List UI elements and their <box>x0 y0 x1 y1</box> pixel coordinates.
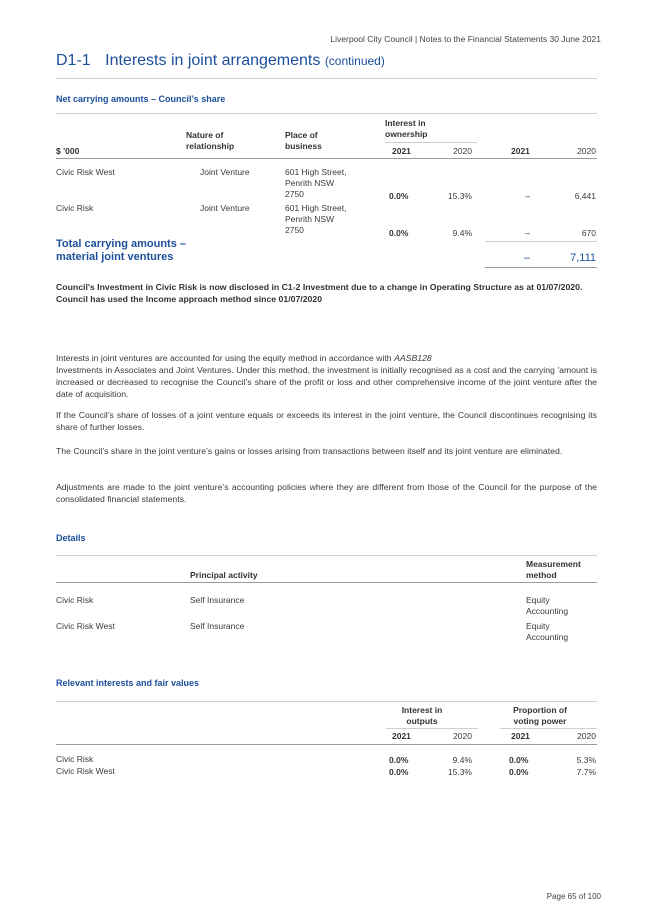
paragraph-losses: If the Council’s share of losses of a joint venture equals or exceeds its interest in the joint venture, the Council discontinues recognising its share of further losses. <box>56 410 597 432</box>
divider <box>386 728 478 729</box>
paragraph-equity-method <box>56 352 597 400</box>
paragraph-adjustments: Adjustments are made to the joint venture’s accounting policies where they are different from those of the Council for the purpose of the consolidated financial statements. <box>56 482 597 504</box>
header-text: outputs <box>406 716 438 726</box>
table-row-val2020: 6,441 <box>574 191 596 201</box>
table-row-name: Civic Risk <box>56 203 94 213</box>
relevant-row-out2020: 15.3% <box>447 767 472 777</box>
total-label-line: Total carrying amounts – <box>56 238 186 250</box>
relevant-row-name: Civic Risk West <box>56 766 115 776</box>
method-line: Equity <box>526 621 550 631</box>
header-text: method <box>526 570 557 580</box>
standard-reference: AASB128 <box>394 353 432 363</box>
col-2020-outputs: 2020 <box>453 731 472 741</box>
divider <box>385 142 477 143</box>
header-text: Place of <box>285 130 318 140</box>
table-row-place <box>285 167 346 200</box>
col-nature-header <box>186 130 234 152</box>
address-line: 2750 <box>285 225 304 235</box>
document-header: Liverpool City Council | Notes to the Financial Statements 30 June 2021 <box>330 34 601 44</box>
relevant-row-out2021: 0.0% <box>389 767 409 777</box>
header-text: Interest in <box>385 118 426 128</box>
col-2021-outputs: 2021 <box>392 731 411 741</box>
relevant-row-out2021: 0.0% <box>389 755 409 765</box>
divider <box>56 744 597 745</box>
address-line: Penrith NSW <box>285 178 335 188</box>
details-row-name: Civic Risk West <box>56 621 115 631</box>
divider <box>485 241 597 242</box>
relevant-row-vote2020: 7.7% <box>576 767 596 777</box>
divider <box>56 158 597 159</box>
details-row-method <box>526 595 568 617</box>
col-interest-outputs-header <box>386 705 458 727</box>
paragraph-text: Interests in joint ventures are accounted for using the equity method in accordance with <box>56 353 392 363</box>
col-measurement-header <box>526 559 581 581</box>
col-interest-header <box>385 118 460 140</box>
page-number: Page 65 of 100 <box>546 892 601 901</box>
investment-note: Council's Investment in Civic Risk is now disclosed in C1-2 Investment due to a change in Operating Structure as at 01/07/2020. Council has used the Income approach method since 01/07/2020 <box>56 282 583 304</box>
section-number: D1-1 <box>56 52 91 69</box>
address-line: 601 High Street, <box>285 167 347 177</box>
paragraph-gains: The Council’s share in the joint venture’s gains or losses arising from transactions between itself and its joint venture are eliminated. <box>56 446 563 456</box>
table-row-int2020: 9.4% <box>452 228 472 238</box>
col-2020-voting: 2020 <box>577 731 596 741</box>
divider <box>56 78 597 79</box>
details-row-method <box>526 621 568 643</box>
address-line: Penrith NSW <box>285 214 335 224</box>
method-line: Accounting <box>526 606 569 616</box>
col-unit-header: $ '000 <box>56 146 80 156</box>
total-2020: 7,111 <box>570 252 596 264</box>
col-2021-interest: 2021 <box>392 146 411 156</box>
header-text: Nature of <box>186 130 224 140</box>
relevant-row-vote2020: 5.3% <box>576 755 596 765</box>
relevant-row-vote2021: 0.0% <box>509 767 529 777</box>
table-row-val2020: 670 <box>581 228 596 238</box>
details-row-name: Civic Risk <box>56 595 94 605</box>
divider <box>56 555 597 556</box>
section-heading-net-carrying: Net carrying amounts – Council’s share <box>56 94 226 104</box>
table-row-val2021: – <box>525 228 530 238</box>
col-2020-interest: 2020 <box>453 146 472 156</box>
col-2020-value: 2020 <box>577 146 596 156</box>
section-heading-relevant-interests: Relevant interests and fair values <box>56 678 200 688</box>
section-heading-details: Details <box>56 533 86 543</box>
divider <box>485 267 597 268</box>
table-row-nature: Joint Venture <box>200 167 250 177</box>
continued-label: (continued) <box>324 54 385 68</box>
header-text: business <box>285 141 322 151</box>
relevant-row-name: Civic Risk <box>56 754 94 764</box>
relevant-row-vote2021: 0.0% <box>509 755 529 765</box>
table-row-int2021: 0.0% <box>389 228 409 238</box>
table-row-int2020: 15.3% <box>447 191 472 201</box>
details-row-activity: Self Insurance <box>190 621 245 631</box>
header-text: Measurement <box>526 559 581 569</box>
col-place-header <box>285 130 322 152</box>
header-text: Interest in <box>401 705 443 715</box>
divider <box>56 113 597 114</box>
col-2021-value: 2021 <box>511 146 530 156</box>
paragraph-text: Investments in Associates and Joint Ventures. Under this method, the investment is initially recognised as a cost and the carrying 'amount is increased or decreased to recognise the Council’s share of the profit or loss and other comprehensive income of the joint venture after the date of acquisition. <box>56 365 597 399</box>
table-row-val2021: – <box>525 191 530 201</box>
header-text: relationship <box>186 141 235 151</box>
col-2021-voting: 2021 <box>511 731 530 741</box>
total-label <box>56 238 186 264</box>
method-line: Equity <box>526 595 550 605</box>
relevant-row-out2020: 9.4% <box>452 755 472 765</box>
method-line: Accounting <box>526 632 569 642</box>
header-text: voting power <box>513 716 567 726</box>
table-row-name: Civic Risk West <box>56 167 115 177</box>
divider <box>500 728 597 729</box>
table-row-int2021: 0.0% <box>389 191 409 201</box>
divider <box>56 582 597 583</box>
page-title <box>56 52 385 70</box>
table-row-nature: Joint Venture <box>200 203 250 213</box>
col-voting-power-header <box>500 705 580 727</box>
section-title: Interests in joint arrangements <box>105 52 321 69</box>
header-text: ownership <box>385 129 428 139</box>
address-line: 2750 <box>285 189 304 199</box>
total-2021: – <box>523 252 530 264</box>
divider <box>56 701 597 702</box>
address-line: 601 High Street, <box>285 203 347 213</box>
header-text: Proportion of <box>513 705 567 715</box>
table-row-place <box>285 203 346 236</box>
details-row-activity: Self Insurance <box>190 595 245 605</box>
col-activity-header: Principal activity <box>190 570 258 580</box>
total-label-line: material joint ventures <box>56 251 174 263</box>
